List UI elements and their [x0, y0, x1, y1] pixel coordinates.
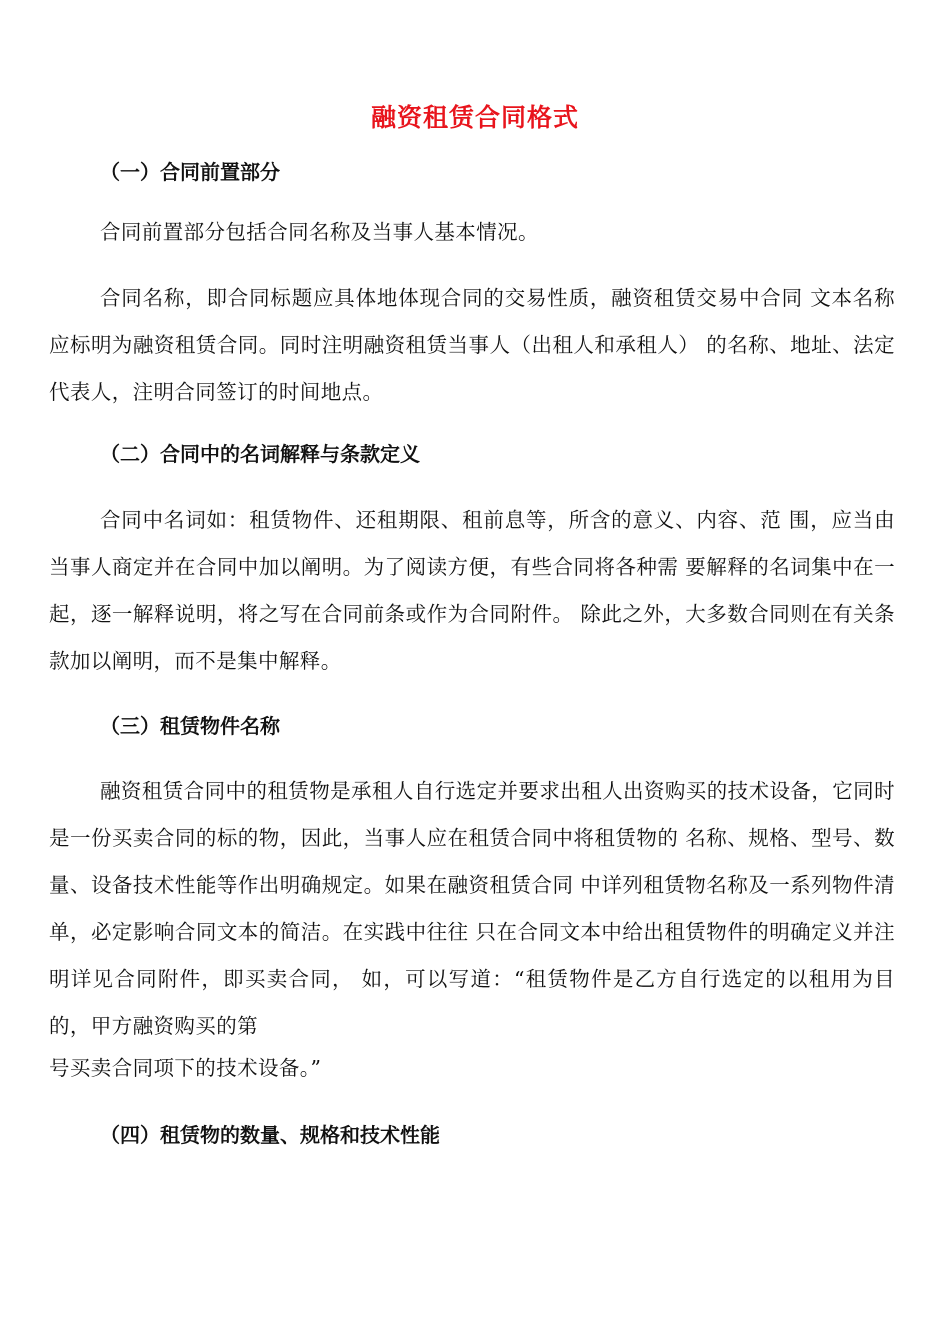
section-heading-1: （一）合同前置部分 — [100, 160, 280, 184]
section-1-paragraph-1: 合同前置部分包括合同名称及当事人基本情况。 — [100, 220, 539, 244]
section-1-paragraph-2: 合同名称，即合同标题应具体地体现合同的交易性质，融资租赁交易中合同 文本名称应标明为融资租赁合同。同时注明融资租赁当事人（出租人和承租人） 的名称、地址、法定代表人，注明合同签订的时间地点。 — [49, 286, 895, 404]
section-heading-4: （四）租赁物的数量、规格和技术性能 — [100, 1123, 440, 1147]
section-3-paragraph-2: 号买卖合同项下的技术设备。” — [49, 1056, 322, 1080]
section-heading-2: （二）合同中的名词解释与条款定义 — [100, 442, 420, 466]
document-title: 融资租赁合同格式 — [370, 103, 579, 132]
section-2-paragraph-1: 合同中名词如：租赁物件、还租期限、租前息等，所含的意义、内容、范 围，应当由当事人商定并在合同中加以阐明。为了阅读方便，有些合同将各种需 要解释的名词集中在一起，逐一解释说明，将之写在合同前条或作为合同附件。 除此之外，大多数合同则在有关条款加以阐明，而不是集中解释。 — [49, 508, 895, 673]
section-heading-3: （三）租赁物件名称 — [100, 714, 280, 738]
section-3-paragraph-1: 融资租赁合同中的租赁物是承租人自行选定并要求出租人出资购买的技术设备，它同时是一份买卖合同的标的物，因此，当事人应在租赁合同中将租赁物的 名称、规格、型号、数量、设备技术性能等作出明确规定。如果在融资租赁合同 中详列租赁物名称及一系列物件清单，必定影响合同文本的简洁。在实践中往往 只在合同文本中给出租赁物件的明确定义并注明详见合同附件，即买卖合同， 如，可以写道：“租赁物件是乙方自行选定的以租用为目的，甲方融资购买的第 — [49, 779, 895, 1038]
